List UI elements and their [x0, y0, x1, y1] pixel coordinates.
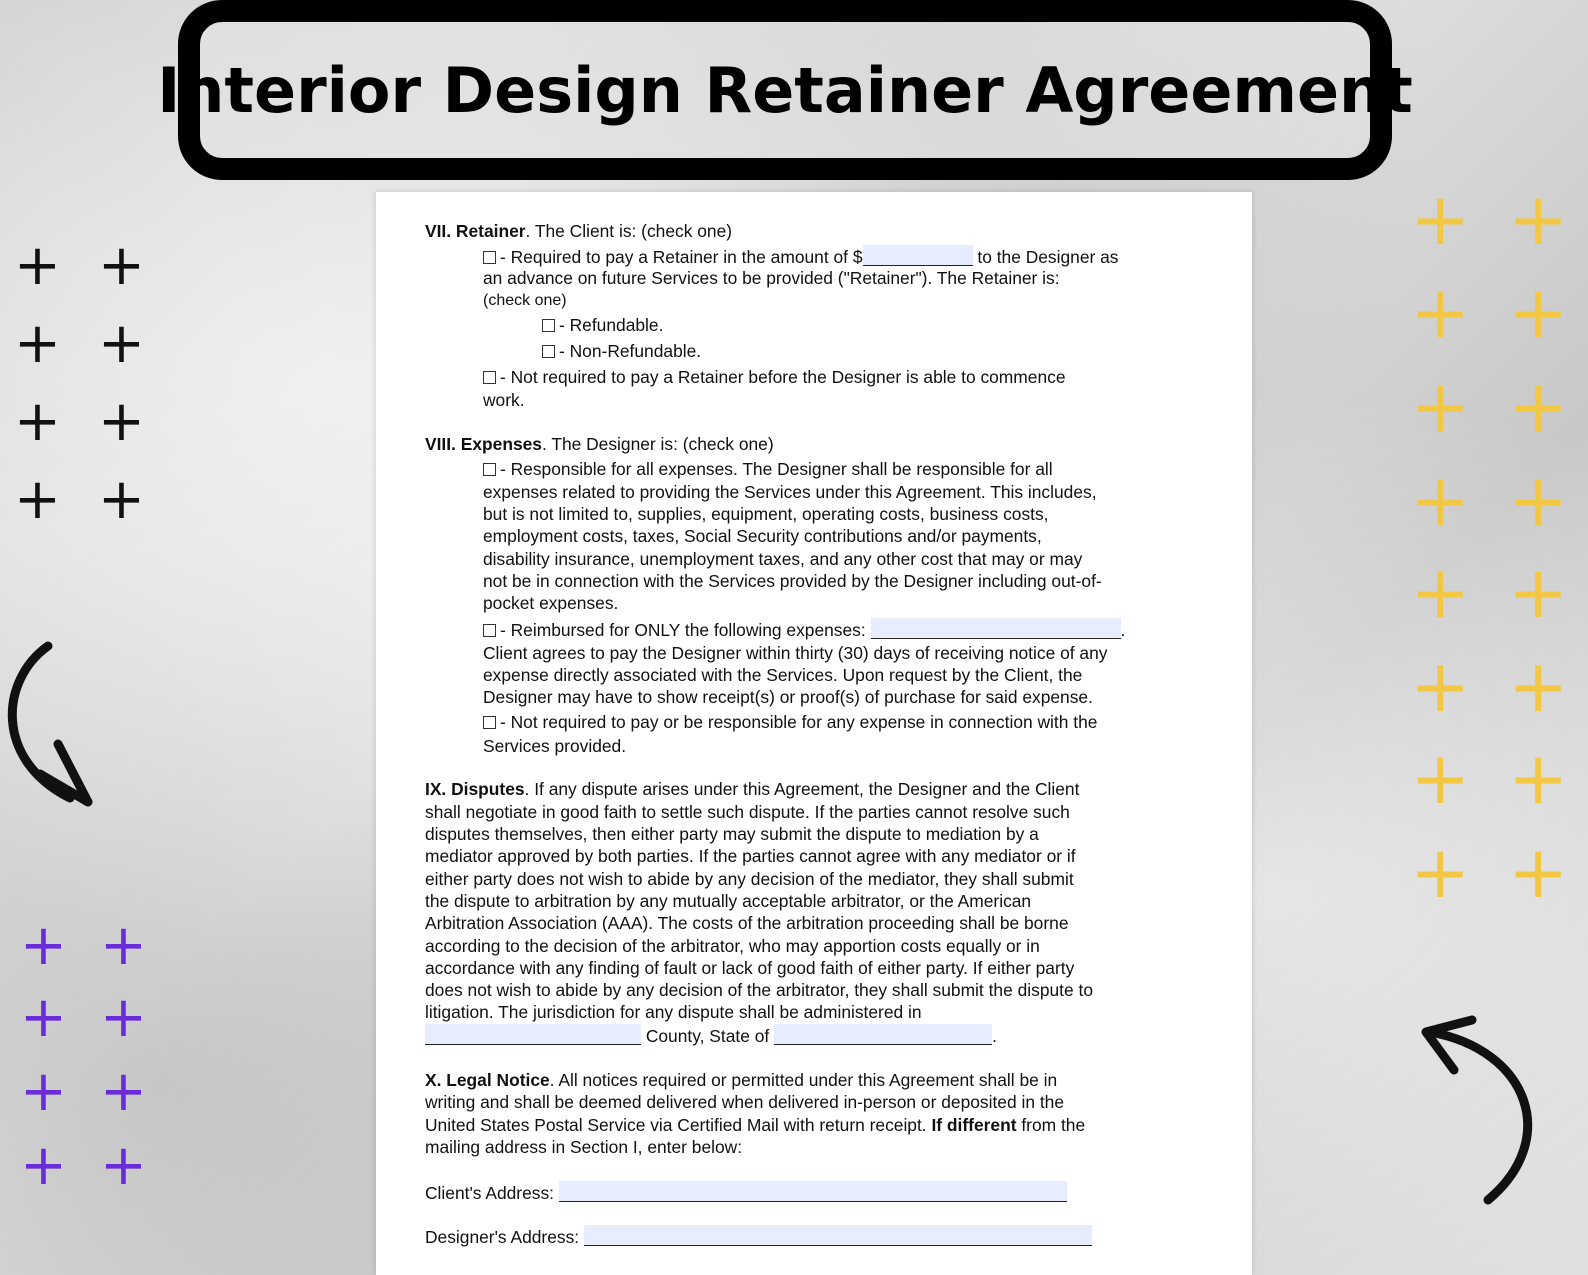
plus-icon: + — [14, 233, 61, 298]
checkbox[interactable] — [542, 319, 555, 332]
disputes-line: does not wish to abide by any decision of the arbitrator, they shall submit the dispute to — [425, 980, 1094, 1000]
plus-icon: + — [1410, 736, 1471, 820]
plus-icon: + — [1508, 177, 1569, 261]
plus-icon: + — [1410, 458, 1471, 542]
retainer-refundable-option — [542, 314, 663, 336]
expenses-option-line: Client agrees to pay the Designer within thirty (30) days of receiving notice of any — [483, 643, 1108, 663]
expenses-option-line: disability insurance, unemployment taxes, and any other cost that may or may — [483, 549, 1083, 569]
disputes-line: litigation. The jurisdiction for any dispute shall be administered in — [425, 1002, 922, 1022]
designer-address-row — [425, 1225, 1092, 1248]
plus-icon: + — [98, 233, 145, 298]
expenses-option-line: Services provided. — [483, 736, 627, 756]
plus-icon: + — [14, 311, 61, 376]
plus-icon: + — [1410, 364, 1471, 448]
legal-notice-heading: X. Legal Notice — [425, 1070, 550, 1090]
document-page — [376, 192, 1252, 1275]
expenses-option-line: expense directly associated with the Services. Upon request by the Client, the — [483, 665, 1083, 685]
client-address-label: Client's Address: — [425, 1183, 559, 1203]
expenses-heading: VIII. Expenses — [425, 434, 542, 454]
expenses-heading-line — [425, 433, 774, 455]
curved-arrow-right-icon — [1410, 1010, 1550, 1210]
expenses-option-responsible — [483, 458, 1053, 480]
refundable-label: - Refundable. — [559, 315, 664, 335]
expenses-option-reimbursed — [483, 618, 1125, 641]
disputes-line: Arbitration Association (AAA). The costs of the arbitration proceeding shall be borne — [425, 913, 1069, 933]
plus-icon: + — [1410, 177, 1471, 261]
legal-notice-text: . All notices required or permitted under this Agreement shall be in — [549, 1070, 1058, 1090]
legal-notice-bold: If different — [931, 1115, 1017, 1135]
plus-icon: + — [20, 1133, 67, 1198]
plus-icon: + — [1508, 364, 1569, 448]
designer-address-label: Designer's Address: — [425, 1227, 584, 1247]
plus-icon: + — [14, 467, 61, 532]
retainer-option-text: - Not required to pay a Retainer before the Designer is able to commence — [500, 367, 1066, 387]
expenses-option-line: expenses related to providing the Services under this Agreement. This includes, — [483, 482, 1097, 502]
retainer-option-line: work. — [483, 390, 525, 410]
retainer-amount-field[interactable] — [863, 245, 973, 266]
disputes-line: mediator approved by both parties. If the parties cannot agree with any mediator or if — [425, 846, 1076, 866]
nonrefundable-label: - Non-Refundable. — [559, 341, 702, 361]
legal-notice-line: mailing address in Section I, enter below: — [425, 1137, 743, 1157]
plus-icon: + — [100, 985, 147, 1050]
checkbox[interactable] — [483, 371, 496, 384]
county-field[interactable] — [425, 1024, 641, 1045]
plus-icon: + — [14, 389, 61, 454]
expenses-option-line: not be in connection with the Services provided by the Designer including out-of- — [483, 571, 1102, 591]
expenses-option-line: Designer may have to show receipt(s) or proof(s) of purchase for said expense. — [483, 687, 1093, 707]
expenses-option-not-required — [483, 711, 1097, 733]
plus-icon: + — [20, 1059, 67, 1124]
plus-icon: + — [1410, 550, 1471, 634]
retainer-intro: . The Client is: (check one) — [525, 221, 733, 241]
legal-notice-heading-line — [425, 1069, 1057, 1091]
client-address-field[interactable] — [559, 1181, 1067, 1202]
curved-arrow-left-icon — [0, 640, 110, 820]
disputes-line: according to the decision of the arbitrator, who may apportion costs equally or in — [425, 936, 1040, 956]
county-label: County, State of — [641, 1026, 775, 1046]
checkbox[interactable] — [542, 345, 555, 358]
plus-icon: + — [1410, 830, 1471, 914]
page-title: Interior Design Retainer Agreement — [157, 53, 1413, 127]
retainer-option-required — [483, 245, 1119, 268]
client-address-row — [425, 1181, 1067, 1204]
disputes-line: accordance with any finding of fault or lack of good faith of either party. If either party — [425, 958, 1075, 978]
checkbox[interactable] — [483, 251, 496, 264]
legal-notice-line: writing and shall be deemed delivered when delivered in-person or deposited in the — [425, 1092, 1065, 1112]
plus-icon: + — [20, 985, 67, 1050]
expenses-option-line: but is not limited to, supplies, equipment, operating costs, business costs, — [483, 504, 1049, 524]
plus-icon: + — [1508, 736, 1569, 820]
expenses-option-line: pocket expenses. — [483, 593, 619, 613]
retainer-heading: VII. Retainer — [425, 221, 526, 241]
plus-icon: + — [20, 913, 67, 978]
plus-icon: + — [1508, 830, 1569, 914]
disputes-end: . — [992, 1026, 997, 1046]
disputes-heading-line — [425, 778, 1079, 800]
plus-icon: + — [100, 913, 147, 978]
plus-icon: + — [1508, 644, 1569, 728]
expenses-option-text: - Not required to pay or be responsible for any expense in connection with the — [500, 712, 1098, 732]
disputes-venue-line — [425, 1024, 997, 1047]
plus-icon: + — [98, 467, 145, 532]
plus-icon: + — [98, 389, 145, 454]
retainer-option-line: an advance on future Services to be provided ("Retainer"). The Retainer is: — [483, 268, 1060, 288]
plus-icon: + — [100, 1059, 147, 1124]
plus-icon: + — [100, 1133, 147, 1198]
legal-notice-text: United States Postal Service via Certified Mail with return receipt. — [425, 1115, 932, 1135]
retainer-heading-line — [425, 220, 732, 242]
expenses-intro: . The Designer is: (check one) — [541, 434, 774, 454]
disputes-line: either party does not wish to abide by any decision of the mediator, they shall submit — [425, 869, 1074, 889]
plus-icon: + — [1508, 550, 1569, 634]
retainer-nonrefundable-option — [542, 340, 701, 362]
plus-icon: + — [1508, 458, 1569, 542]
retainer-option-text: - Required to pay a Retainer in the amount of $ — [500, 247, 863, 267]
plus-icon: + — [1410, 270, 1471, 354]
expenses-option-text: - Responsible for all expenses. The Designer shall be responsible for all — [500, 459, 1053, 479]
plus-icon: + — [98, 311, 145, 376]
plus-icon: + — [1508, 270, 1569, 354]
state-field[interactable] — [774, 1024, 992, 1045]
legal-notice-text: from the — [1016, 1115, 1086, 1135]
disputes-line: disputes themselves, then either party may submit the dispute to mediation by a — [425, 824, 1039, 844]
retainer-option-not-required — [483, 366, 1066, 388]
legal-notice-line — [425, 1114, 1085, 1136]
expenses-option-line: employment costs, taxes, Social Security contributions and/or payments, — [483, 526, 1042, 546]
disputes-line: the dispute to arbitration by any mutually acceptable arbitrator, or the American — [425, 891, 1032, 911]
disputes-heading: IX. Disputes — [425, 779, 525, 799]
retainer-option-text: to the Designer as — [972, 247, 1119, 267]
checkbox[interactable] — [483, 624, 496, 637]
expenses-option-text: . — [1120, 620, 1126, 640]
checkbox[interactable] — [483, 716, 496, 729]
title-banner — [157, 0, 1413, 180]
disputes-line: shall negotiate in good faith to settle such dispute. If the parties cannot resolve such — [425, 802, 1070, 822]
retainer-option-line: (check one) — [483, 292, 567, 309]
designer-address-field[interactable] — [584, 1225, 1092, 1246]
reimbursed-expenses-field[interactable] — [871, 618, 1121, 639]
checkbox[interactable] — [483, 463, 496, 476]
disputes-text: . If any dispute arises under this Agreement, the Designer and the Client — [524, 779, 1080, 799]
expenses-option-text: - Reimbursed for ONLY the following expenses: — [500, 620, 871, 640]
plus-icon: + — [1410, 644, 1471, 728]
